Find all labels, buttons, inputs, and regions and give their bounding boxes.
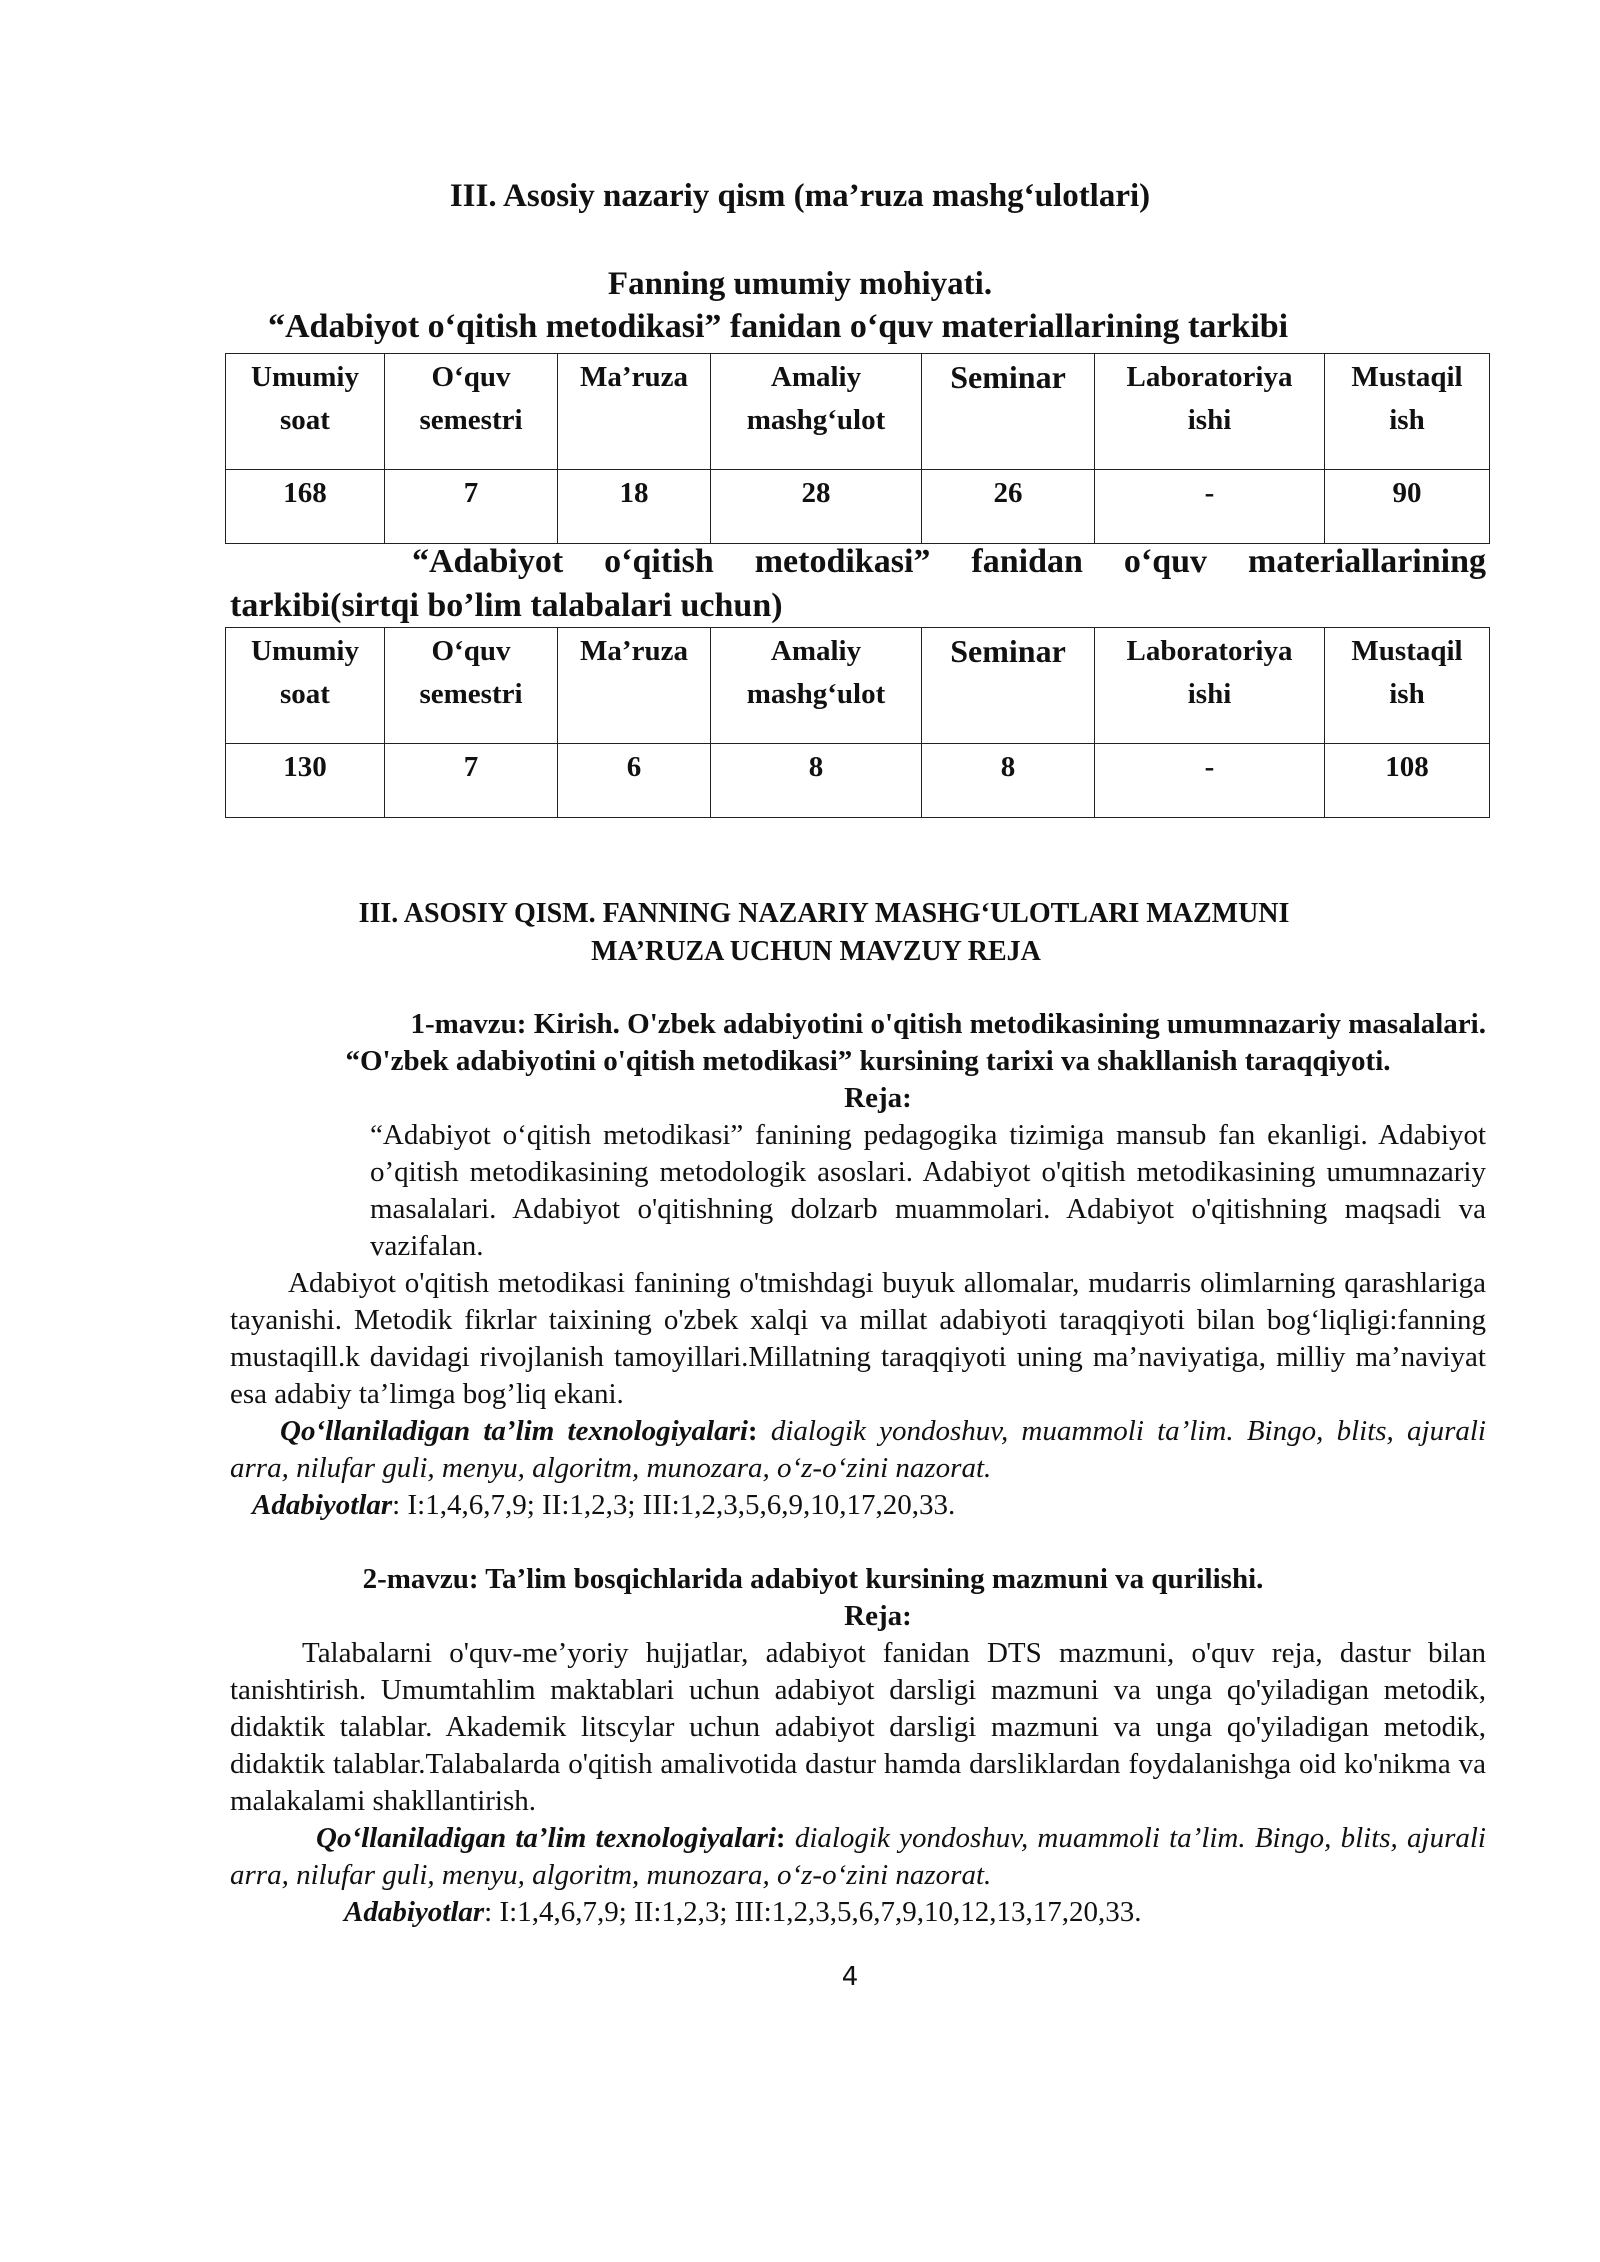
- table-header-row: [226, 628, 1490, 744]
- main-title: III. Asosiy nazariy qism (ma’ruza mashg‘ulotlari): [449, 178, 1151, 214]
- composition-title: “Adabiyot o‘qitish metodikasi” fanidan o‘quv materiallarining tarkibi: [268, 308, 1289, 345]
- header-cell-total-hours: Umumiy soat: [226, 628, 385, 744]
- header-cell-semester: O‘quv semestri: [385, 354, 558, 470]
- value-cell: 7: [385, 470, 558, 544]
- value-cell: 168: [226, 470, 385, 544]
- value-cell: 8: [711, 744, 922, 818]
- topic-1-heading: 1-mavzu: Kirish. O'zbek adabiyotini o'qitish metodikasining umumnazariy masalalari. “O'zbek adabiyotini o'qitish metodikasi” kursining tarixi va shakllanish taraqqiyoti. Reja:: [230, 1006, 1486, 1117]
- topic-1-technologies: Qo‘llaniladigan ta’lim texnologiyalari: dialogik yondoshuv, muammoli ta’lim. Bingo, blits, ajurali arra, nilufar guli, menyu, algoritm, munozara, o‘z-o‘zini nazorat.: [230, 1415, 1486, 1484]
- value-cell: 8: [922, 744, 1095, 818]
- value-cell: 6: [558, 744, 711, 818]
- header-cell-laboratory: Laboratoriya ishi: [1095, 354, 1325, 470]
- topic-1-references: Adabiyotlar: I:1,4,6,7,9; II:1,2,3; III:1,2,3,5,6,9,10,17,20,33.: [252, 1489, 956, 1521]
- topic-2-technologies: Qo‘llaniladigan ta’lim texnologiyalari: dialogik yondoshuv, muammoli ta’lim. Bingo, blits, ajurali arra, nilufar guli, menyu, algoritm, munozara, o‘z-o‘zini nazorat.: [230, 1822, 1486, 1891]
- header-cell-seminar: Seminar: [922, 628, 1095, 744]
- value-cell: 90: [1325, 470, 1490, 544]
- value-cell: 28: [711, 470, 922, 544]
- header-cell-independent: Mustaqil ish: [1325, 628, 1490, 744]
- header-cell-lecture: Ma’ruza: [558, 354, 711, 470]
- value-cell: 26: [922, 470, 1095, 544]
- value-cell: 18: [558, 470, 711, 544]
- header-cell-practical: Amaliy mashg‘ulot: [711, 354, 922, 470]
- topic-1-paragraph-1: “Adabiyot o‘qitish metodikasi” fanining pedagogika tizimiga mansub fan ekanligi. Adabiyot o’qitish metodikasining metodologik asoslari. Adabiyot o'qitish metodikasining umumnazariy masalalari. Adabiyot o'qitishning dolzarb muammolari. Adabiyot o'qitishning maqsadi va vazifalan.: [370, 1119, 1486, 1262]
- topic-2-paragraph-1: Talabalarni o'quv-me’yoriy hujjatlar, adabiyot fanidan DTS mazmuni, o'quv reja, dastur bilan tanishtirish. Umumtahlim maktablari uchun adabiyot darsligi mazmuni va unga qo'yiladigan metodik, didaktik talablar. Akademik litscylar uchun adabiyot darsligi mazmuni va unga qo'yiladigan metodik, didaktik talablar.Talabalarda o'qitish amalivotida dastur hamda darsliklardan foydalanishga oid ko'nikma va malakalami shakllantirish.: [230, 1637, 1486, 1817]
- plan-label: Reja:: [844, 1600, 912, 1632]
- header-cell-semester: O‘quv semestri: [385, 628, 558, 744]
- header-cell-seminar: Seminar: [922, 354, 1095, 470]
- header-cell-total-hours: Umumiy soat: [226, 354, 385, 470]
- topic-1-paragraph-2: Adabiyot o'qitish metodikasi fanining o'tmishdagi buyuk allomalar, mudarris olimlarning qarashlariga tayanishi. Metodik fikrlar taixining o'zbek xalqi va millat adabiyoti taraqqiyoti bilan bog‘liqligi:fanning mustaqill.k davidagi rivojlanish tamoyillari.Millatning taraqqiyoti uning ma’naviyatiga, milliy ma’naviyat esa adabiy ta’limga bog’liq ekani.: [230, 1267, 1486, 1410]
- section-heading: III. ASOSIY QISM. FANNING NAZARIY MASHG‘ULOTLARI MAZMUNI MA’RUZA UCHUN MAVZUY REJA: [358, 898, 1290, 967]
- hours-table-part-time: [225, 627, 1490, 818]
- topic-2-references: Adabiyotlar: I:1,4,6,7,9; II:1,2,3; III:1,2,3,5,6,7,9,10,12,13,17,20,33.: [344, 1896, 1142, 1928]
- table-header-row: [226, 354, 1490, 470]
- header-cell-lecture: Ma’ruza: [558, 628, 711, 744]
- topic-2-heading: 2-mavzu: Ta’lim bosqichlarida adabiyot kursining mazmuni va qurilishi. Reja:: [230, 1561, 1486, 1635]
- value-cell: 130: [226, 744, 385, 818]
- table-row: [226, 744, 1490, 818]
- header-cell-practical: Amaliy mashg‘ulot: [711, 628, 922, 744]
- value-cell: -: [1095, 470, 1325, 544]
- header-cell-independent: Mustaqil ish: [1325, 354, 1490, 470]
- subtitle: Fanning umumiy mohiyati.: [607, 266, 993, 302]
- table-row: [226, 470, 1490, 544]
- composition-title-part-time: “Adabiyot o‘qitish metodikasi” fanidan o‘quv materiallarining tarkibi(sirtqi bo’lim talabalari uchun): [230, 543, 1486, 624]
- hours-table-full-time: [225, 353, 1490, 544]
- page-number: 4: [841, 1962, 859, 1992]
- header-cell-laboratory: Laboratoriya ishi: [1095, 628, 1325, 744]
- plan-label: Reja:: [844, 1082, 912, 1114]
- value-cell: 7: [385, 744, 558, 818]
- value-cell: 108: [1325, 744, 1490, 818]
- value-cell: -: [1095, 744, 1325, 818]
